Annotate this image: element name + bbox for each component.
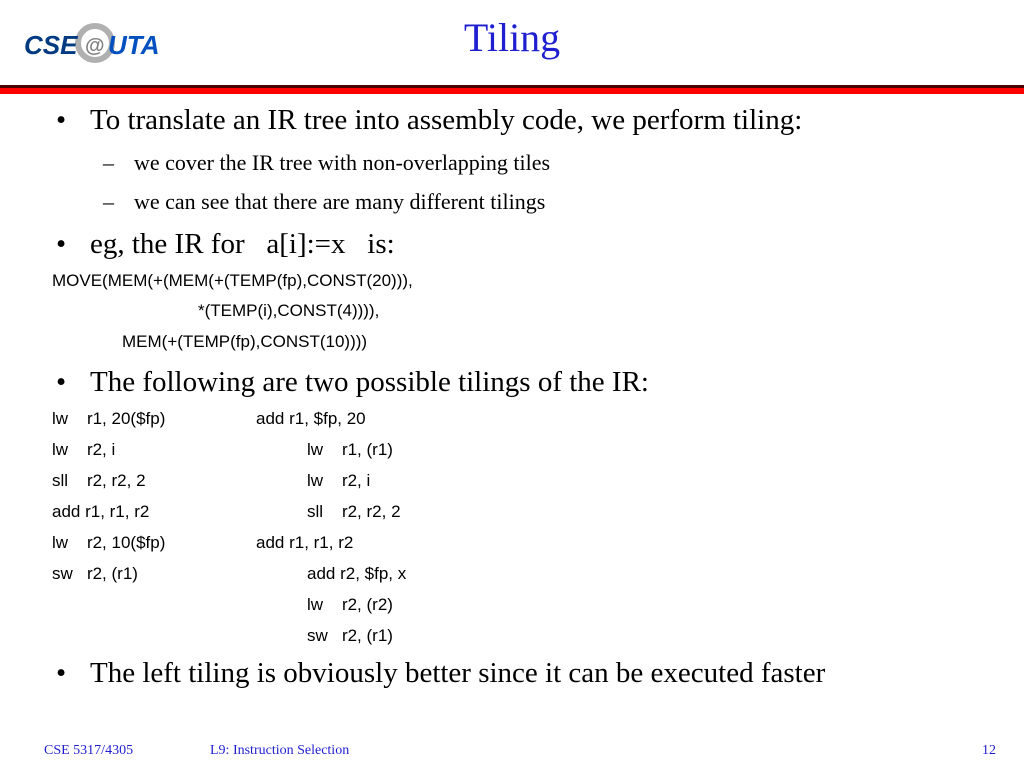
- sub-bullet-dash: –: [103, 189, 114, 214]
- bullet-text: To translate an IR tree into assembly code, we perform tiling:: [90, 104, 803, 136]
- sub-bullet-dash: –: [103, 150, 114, 175]
- footer-page-number: 12: [982, 743, 996, 758]
- sub-bullet-cover: we cover the IR tree with non-overlapping tiles: [134, 150, 551, 175]
- right-tiling-line: sw r2, (r1): [307, 626, 393, 645]
- logo-uta-text: UTA: [108, 30, 160, 60]
- right-tiling-line: sll r2, r2, 2: [307, 502, 401, 521]
- right-tiling-line: add r1, r1, r2: [256, 533, 354, 552]
- bullet-text: The following are two possible tilings of the IR:: [90, 366, 649, 398]
- right-tiling-line: lw r2, i: [307, 471, 371, 490]
- right-tiling-line: add r1, $fp, 20: [256, 409, 366, 428]
- right-tiling-line: lw r1, (r1): [307, 440, 393, 459]
- left-tiling-line: lw r2, 10($fp): [52, 533, 166, 552]
- footer-lecture: L9: Instruction Selection: [210, 743, 350, 758]
- left-tiling-line: sw r2, (r1): [52, 564, 138, 583]
- footer-course: CSE 5317/4305: [44, 743, 134, 758]
- bullet-text: The left tiling is obviously better since it can be executed faster: [90, 657, 826, 689]
- left-tiling-line: lw r2, i: [52, 440, 116, 459]
- left-tiling-line: add r1, r1, r2: [52, 502, 150, 521]
- left-tiling-line: lw r1, 20($fp): [52, 409, 166, 428]
- bullet-text: eg, the IR for a[i]:=x is:: [90, 228, 395, 260]
- bullet-glyph: •: [56, 104, 67, 136]
- right-tiling-line: add r2, $fp, x: [307, 564, 407, 583]
- right-tiling-line: lw r2, (r2): [307, 595, 393, 614]
- slide-title: Tiling: [463, 15, 561, 60]
- bullet-glyph: •: [56, 657, 67, 689]
- ir-code-line: *(TEMP(i),CONST(4)))),: [198, 301, 380, 320]
- ir-code-line: MEM(+(TEMP(fp),CONST(10)))): [122, 332, 368, 351]
- ir-code-line: MOVE(MEM(+(MEM(+(TEMP(fp),CONST(20))),: [52, 271, 413, 290]
- bullet-glyph: •: [56, 366, 67, 398]
- left-tiling-line: sll r2, r2, 2: [52, 471, 146, 490]
- logo-cse-text: CSE: [24, 30, 78, 60]
- logo-at-text: @: [85, 35, 105, 57]
- sub-bullet-tilings: we can see that there are many different tilings: [134, 189, 546, 214]
- bullet-glyph: •: [56, 228, 67, 260]
- header-rule: [0, 85, 1024, 94]
